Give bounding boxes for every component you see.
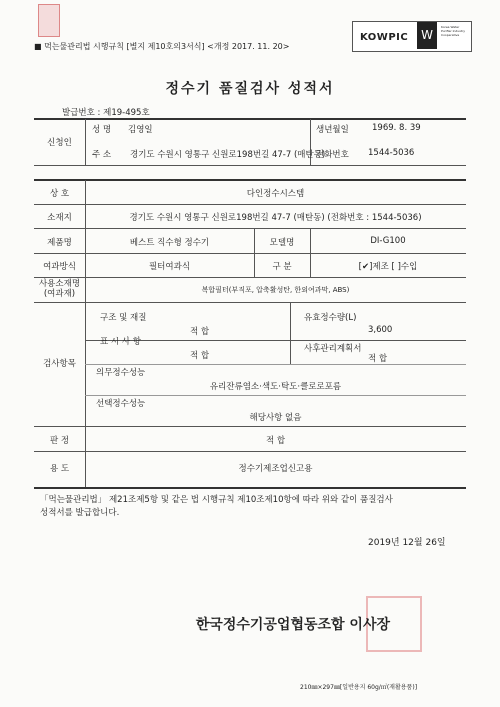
signature-line: 한국정수기공업협동조합 이사장 [195, 617, 390, 633]
table-border [34, 253, 466, 254]
phone-label: 전화번호 [316, 150, 349, 160]
structure-value: 적 합 [190, 327, 210, 337]
logo-text: KOWPIC [360, 32, 409, 43]
judgement-value: 적 합 [265, 436, 286, 446]
issue-number-row [62, 106, 150, 118]
table-border [34, 277, 466, 278]
form-note: ■ 먹는물관리법 시행규칙 [별지 제10호의3서식] <개정 2017. 11. 20> [34, 42, 290, 51]
birth-label: 생년월일 [316, 125, 349, 135]
category-label: 구 분 [272, 262, 292, 272]
table-border [34, 228, 466, 229]
issue-date: 2019년 12월 26일 [368, 538, 446, 548]
paper-spec: 210㎜×297㎜[일반용지 60g/㎡(재활용품)] [300, 684, 418, 691]
marking-value: 적 합 [190, 351, 210, 361]
name-value: 김영일 [128, 125, 153, 135]
category-value: [✔]제조 [ ]수입 [358, 262, 418, 272]
corner-stamp-mark [38, 4, 60, 37]
mandatory-value: 유리잔류염소·색도·탁도·클로로포름 [209, 382, 342, 392]
product-label: 제품명 [47, 238, 72, 248]
statement-line2: 성적서를 발급합니다. [40, 508, 120, 518]
filter-method-label: 여과방식 [43, 262, 76, 272]
flow-label: 유효정수량(L) [304, 313, 357, 323]
judgement-label: 판 정 [49, 436, 70, 446]
material-label-line1: 사용소재명 [38, 279, 81, 289]
aftercare-label: 사후관리계획서 [304, 344, 362, 354]
issue-label: 발급번호 : [62, 108, 101, 118]
table-border [34, 118, 466, 120]
statement-line1: 「먹는물관리법」 제21조제5항 및 같은 법 시행규칙 제10조제10항에 따라 위와 같이 품질검사 [40, 495, 393, 505]
usage-value: 정수기제조업신고용 [238, 464, 313, 474]
name-label: 성 명 [92, 125, 112, 135]
product-value: 베스트 직수형 정수기 [129, 238, 210, 248]
optional-value: 해당사항 없음 [249, 413, 302, 423]
mandatory-label: 의무정수성능 [96, 368, 146, 378]
address-label: 주 소 [92, 150, 112, 160]
document-title: 정수기 품질검사 성적서 [165, 81, 335, 97]
material-label-line2: (여과재) [43, 289, 76, 299]
material-value: 복합필터(부직포, 압축활성탄, 한외여과막, ABS) [201, 286, 350, 294]
logo-mark-icon: W [417, 22, 437, 49]
address-value: 경기도 수원시 영통구 신원로198번길 47-7 (매탄동) [130, 150, 326, 160]
logo-subtitle: Korea Water Purifier Industry Cooperative [441, 25, 465, 37]
aftercare-value: 적 합 [368, 354, 388, 364]
location-label: 소재지 [47, 213, 72, 223]
table-border [34, 204, 466, 205]
model-label: 모델명 [269, 238, 295, 248]
material-label [34, 279, 85, 299]
table-border [34, 426, 466, 427]
optional-label: 선택정수성능 [96, 399, 146, 409]
inspection-section-label: 검사항목 [43, 359, 76, 369]
table-border [34, 302, 466, 303]
model-value: DI-G100 [370, 236, 406, 246]
applicant-section-label: 신청인 [47, 138, 72, 148]
table-divider [85, 119, 86, 165]
flow-value: 3,600 [368, 325, 393, 335]
table-border [85, 340, 466, 341]
table-border [85, 364, 466, 365]
birth-value: 1969. 8. 39 [372, 123, 421, 133]
marking-label: 표 시 사 항 [100, 337, 141, 347]
table-border [34, 165, 466, 166]
table-border [34, 451, 466, 452]
structure-label: 구조 및 재질 [100, 313, 147, 323]
table-border [34, 487, 466, 489]
filter-method-value: 필터여과식 [148, 262, 191, 272]
table-border [85, 395, 466, 396]
company-value: 다인정수시스템 [246, 189, 305, 199]
table-border [34, 179, 466, 181]
location-value: 경기도 수원시 영통구 신원로198번길 47-7 (매탄동) (전화번호 : 1544-5036) [129, 213, 422, 223]
company-label: 상 호 [49, 189, 70, 199]
table-divider [290, 303, 291, 364]
phone-value: 1544-5036 [368, 148, 415, 158]
usage-label: 용 도 [49, 464, 70, 474]
issue-number: 제19-495호 [103, 108, 150, 118]
